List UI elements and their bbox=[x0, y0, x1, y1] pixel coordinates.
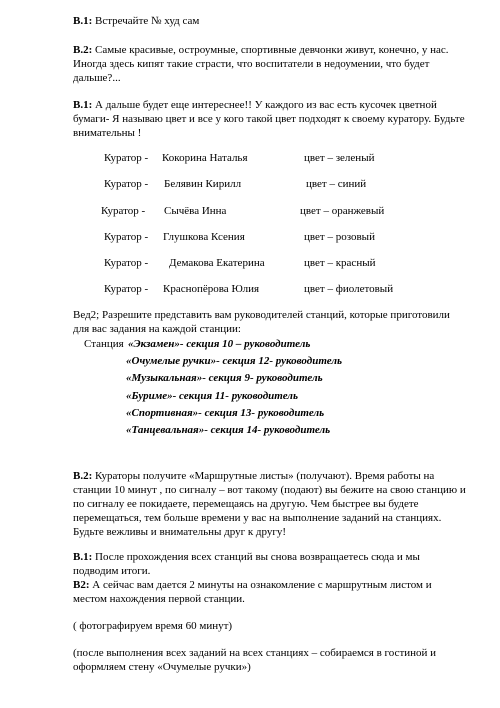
station-item: «Буриме»- секция 11- руководитель bbox=[126, 390, 298, 402]
station-prefix: Станция bbox=[84, 338, 124, 350]
paragraph-text: Самые красивые, остроумные, спортивные девчонки живут, конечно, у нас. Иногда здесь кипят такие страсти, что воспитатели в недоумении, что будет дальше?... bbox=[73, 44, 449, 84]
paragraph-route-sheets bbox=[73, 469, 468, 539]
curator-name: Сычёва Инна bbox=[164, 205, 227, 217]
paragraph-text: А дальше будет еще интереснее!! У каждого из вас есть кусочек цветной бумаги- Я называю цвет и все у кого такой цвет подходят к своему куратору. Будьте внимательны ! bbox=[73, 99, 465, 139]
speaker-label: В.2: bbox=[73, 470, 93, 482]
curator-color: цвет – оранжевый bbox=[300, 205, 385, 217]
paragraph-return bbox=[73, 550, 468, 578]
curator-color: цвет – розовый bbox=[304, 231, 375, 243]
station-item: «Спортивная»- секция 13- руководитель bbox=[126, 407, 325, 419]
paragraph-text: ( фотографируем время 60 минут) bbox=[73, 620, 233, 632]
curator-name: Краснопёрова Юлия bbox=[163, 283, 260, 295]
curator-color: цвет – зеленый bbox=[304, 152, 375, 164]
speaker-label: В.1: bbox=[73, 99, 93, 111]
curator-name: Белявин Кирилл bbox=[164, 178, 242, 190]
station-item: «Танцевальная»- секция 14- руководитель bbox=[126, 424, 331, 436]
curator-role: Куратор - bbox=[104, 152, 149, 164]
station-item: «Музыкальная»- секция 9- руководитель bbox=[126, 372, 323, 384]
curator-role: Куратор - bbox=[104, 283, 149, 295]
curator-row bbox=[0, 204, 500, 218]
curator-role: Куратор - bbox=[104, 231, 149, 243]
curator-name: Кокорина Наталья bbox=[162, 152, 248, 164]
curator-role: Куратор - bbox=[104, 257, 149, 269]
paragraph-text: После прохождения всех станций вы снова возвращаетесь сюда и мы подводим итоги. bbox=[73, 551, 420, 577]
paragraph-two-minutes bbox=[73, 578, 468, 606]
curator-name: Демакова Екатерина bbox=[169, 257, 265, 269]
paragraph-text: А сейчас вам дается 2 минуты на ознакомление с маршрутным листом и местом нахождения первой станции. bbox=[73, 579, 432, 605]
station-item: «Экзамен»- секция 10 – руководитель bbox=[128, 338, 311, 350]
curator-row bbox=[0, 282, 500, 296]
curator-row bbox=[0, 230, 500, 244]
paragraph-photo-note bbox=[73, 619, 468, 633]
paragraph-intro bbox=[73, 14, 468, 28]
curator-row bbox=[0, 177, 500, 191]
curator-name: Глушкова Ксения bbox=[163, 231, 245, 243]
speaker-label: В2: bbox=[73, 579, 90, 591]
paragraph-text: Встречайте № худ сам bbox=[92, 15, 200, 27]
paragraph-final-note bbox=[73, 646, 468, 674]
curator-color: цвет – красный bbox=[304, 257, 376, 269]
speaker-label: В.2: bbox=[73, 44, 93, 56]
curator-row bbox=[0, 151, 500, 165]
curator-role: Куратор - bbox=[101, 205, 146, 217]
paragraph-text: (после выполнения всех заданий на всех станциях – собираемся в гостиной и оформляем стену «Очумелые ручки») bbox=[73, 647, 437, 673]
paragraph-girls bbox=[73, 43, 468, 85]
station-item: «Очумелые ручки»- секция 12- руководитель bbox=[126, 355, 343, 367]
curator-color: цвет – синий bbox=[306, 178, 367, 190]
paragraph-text: Вед2; Разрешите представить вам руководителей станций, которые приготовили для вас задания на каждой станции: bbox=[73, 309, 450, 335]
paragraph-station-heads bbox=[73, 308, 468, 336]
paragraph-text: Кураторы получите «Маршрутные листы» (получают). Время работы на станции 10 минут , по сигналу – вот такому (подают) вы бежите на свою станцию и по сигналу ее покидаете, перемещаясь на другую. Чем быстрее вы будете перемещаться, тем больше времени у вас на выполнение заданий на станциях. Будьте вежливы и внимательны друг к другу! bbox=[73, 470, 466, 538]
speaker-label: В.1: bbox=[73, 551, 93, 563]
curator-color: цвет – фиолетовый bbox=[304, 283, 394, 295]
curator-role: Куратор - bbox=[104, 178, 149, 190]
speaker-label: В.1: bbox=[73, 15, 93, 27]
curator-row bbox=[0, 256, 500, 270]
paragraph-colors bbox=[73, 98, 468, 140]
